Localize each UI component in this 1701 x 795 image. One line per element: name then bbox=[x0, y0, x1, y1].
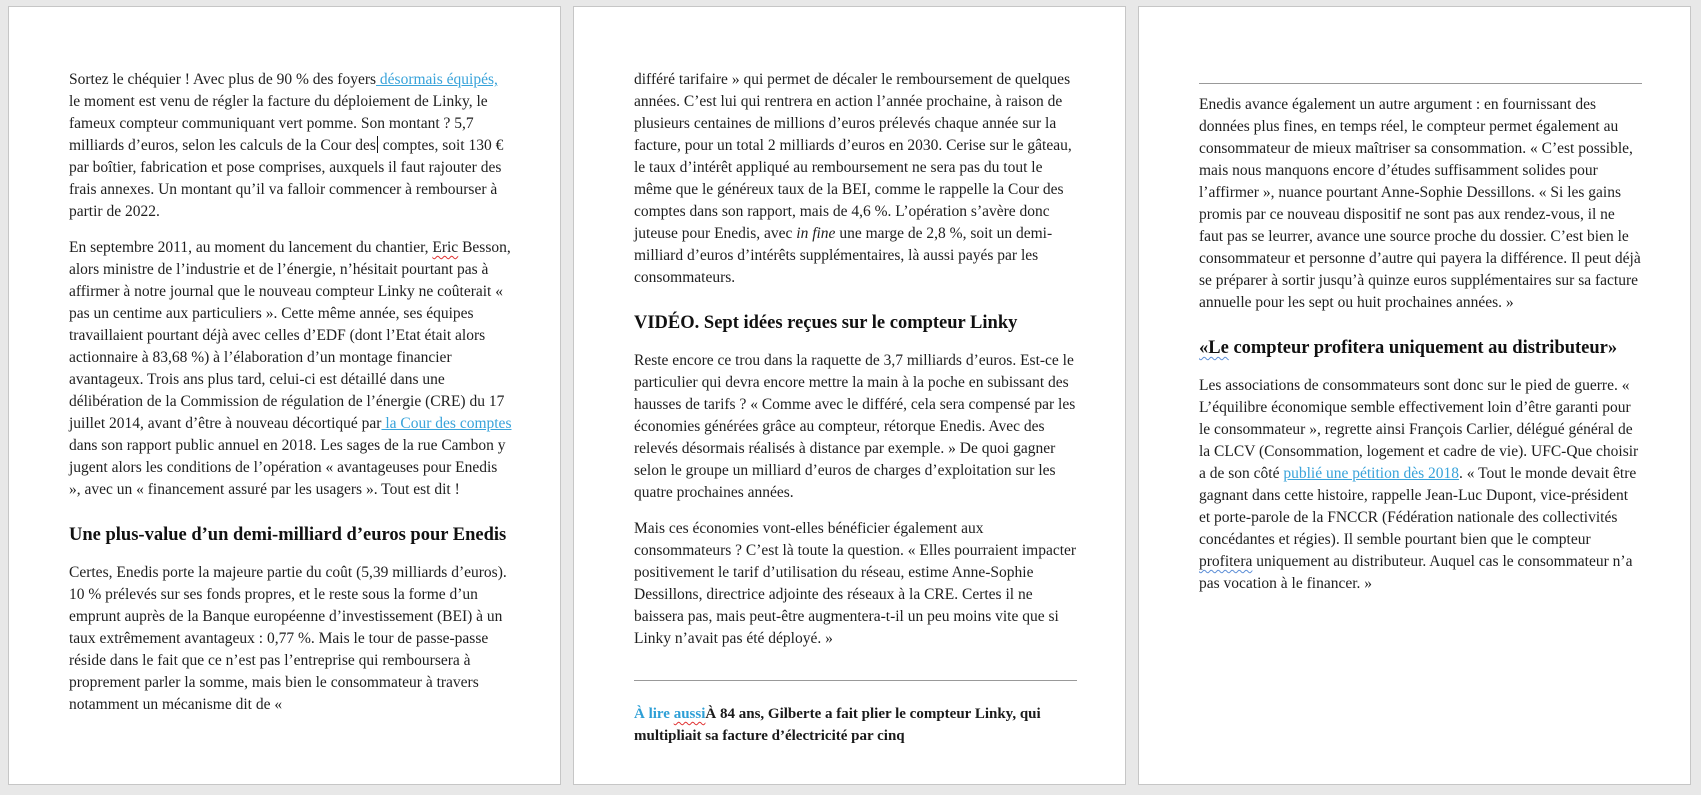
text-run: différé tarifaire » qui permet de décaler le remboursement de quelques années. C’est lui qui rentrera en action l’année prochaine, à raison de plusieurs centaines de millions d’euros prélevés chaque année sur la facture, pour un total 2 milliards d’euros en 2030. Cerise sur le gâteau, le taux d’intérêt appliqué au remboursement ne sera pas du tout le même que le généreux taux de la BEI, comme le rappelle la Cour des comptes dans son rapport, mais de 4,6 %. L’opération s’avère donc juteuse pour Enedis, avec bbox=[634, 71, 1072, 242]
desormais-equipes-link[interactable]: désormais équipés, bbox=[376, 71, 498, 88]
document-page-1[interactable] bbox=[8, 6, 561, 785]
paragraph[interactable] bbox=[69, 237, 512, 501]
paragraph[interactable] bbox=[1199, 94, 1642, 314]
grammar-flagged-word: «Le bbox=[1199, 338, 1229, 358]
paragraph[interactable] bbox=[634, 518, 1077, 650]
italic-latin-phrase: in fine bbox=[796, 225, 836, 242]
paragraph[interactable] bbox=[634, 69, 1077, 289]
section-heading-plus-value[interactable] bbox=[69, 523, 512, 548]
text-run: Mais ces économies vont-elles bénéficier également aux consommateurs ? C’est là toute la question. « Elles pourraient impacter positivement le tarif d’utilisation du réseau, estime Anne-Sophie Dessillons, directrice adjointe des réseaux à la CRE. Certes il ne baissera pas, mais peut-être augmentera-t-il un peu moins vite que si Linky n’avait pas été déployé. » bbox=[634, 520, 1077, 647]
text-run: Une plus-value d’un demi-milliard d’euros pour Enedis bbox=[69, 525, 507, 545]
paragraph[interactable] bbox=[69, 562, 512, 716]
text-run: Enedis avance également un autre argument : en fournissant des données plus fines, en temps réel, le compteur permet également au consommateur de mieux maîtriser sa consommation. « C’est possible, mais nous manquons encore d’études suffisamment solides pour l’affirmer », nuance pourtant Anne-Sophie Dessillons. « Si les gains promis par ce nouveau dispositif ne sont pas aux rendez-vous, il ne faut pas se leurrer, avance une source proche du dossier. C’est bien le consommateur et personne d’autre qui payera la différence. Il peut déjà se préparer à sortir jusqu’à quinze euros supplémentaires sur sa facture annuelle pour les sept ou huit prochaines années. » bbox=[1199, 96, 1641, 311]
readalso-label-link[interactable]: aussi bbox=[673, 706, 706, 722]
readalso-top-rule bbox=[634, 680, 1077, 681]
text-run: VIDÉO. Sept idées reçues sur le compteur Linky bbox=[634, 313, 1018, 333]
text-run: Les associations de consommateurs sont donc sur le pied de guerre. « L’équilibre économique semble effectivement loin d’être garanti pour le consommateur », regrette ainsi François Carlier, délégué général de la CLCV (Consommation, logement et cadre de vie). UFC-Que choisir a de son côté bbox=[1199, 377, 1639, 482]
document-page-2[interactable] bbox=[573, 6, 1126, 785]
section-heading-distributeur[interactable] bbox=[1199, 336, 1642, 361]
text-caret bbox=[377, 136, 378, 153]
text-run: . « Tout le monde devait être gagnant dans cette histoire, rappelle Jean-Luc Dupont, vice-président et porte-parole de la FNCCR (Fédération nationale des collectivités concédantes et régies). Il semble pourtant bien que le compteur bbox=[1199, 465, 1637, 548]
text-run: Sortez le chéquier ! Avec plus de 90 % des foyers bbox=[69, 71, 377, 88]
cour-des-comptes-link[interactable]: la Cour des comptes bbox=[381, 415, 512, 432]
grammar-flagged-word: profitera bbox=[1199, 553, 1253, 570]
document-page-3[interactable] bbox=[1138, 6, 1691, 785]
text-run: une marge de 2,8 %, soit un demi-milliard d’euros d’intérêts supplémentaires, là aussi payés par les consommateurs. bbox=[634, 225, 1053, 286]
paragraph[interactable] bbox=[1199, 375, 1642, 595]
readalso-title: À 84 ans, Gilberte a fait plier le compteur Linky, qui multipliait sa facture d’électricité par cinq bbox=[634, 706, 1041, 744]
text-run: dans son rapport public annuel en 2018. Les sages de la rue Cambon y jugent alors les conditions de l’opération « avantageuses pour Enedis », avec un « financement assuré par les usagers ». Tout est dit ! bbox=[69, 437, 506, 498]
paragraph[interactable] bbox=[634, 350, 1077, 504]
readalso-bottom-rule bbox=[1199, 83, 1642, 84]
petition-link[interactable]: publié une pétition dès 2018 bbox=[1283, 465, 1459, 482]
text-run: Besson, alors ministre de l’industrie et de l’énergie, n’hésitait pourtant pas à affirmer à notre journal que le nouveau compteur Linky ne coûterait « pas un centime aux particuliers ». Cette même année, ses équipes travaillaient pourtant déjà avec celles d’EDF (dont l’Etat était alors actionnaire à 83,68 %) à l’élaboration d’un montage financier avantageux. Trois ans plus tard, celui-ci est détaillé dans une délibération de la Commission de régulation de l’énergie (CRE) du 17 juillet 2014, avant d’être à nouveau décortiqué par bbox=[69, 239, 511, 432]
readalso-label-link[interactable]: À lire bbox=[634, 706, 674, 722]
text-run: uniquement au distributeur. Auquel cas le consommateur n’a pas vocation à le financer. » bbox=[1199, 553, 1633, 592]
text-run: le moment est venu de régler la facture du déploiement de Linky, le fameux compteur communiquant vert pomme. Son montant ? 5,7 milliards d’euros, selon les calculs de la Cour des bbox=[69, 93, 488, 154]
text-run: compteur profitera uniquement au distributeur» bbox=[1228, 338, 1618, 358]
misspelled-word: Eric bbox=[432, 239, 459, 256]
text-run: Certes, Enedis porte la majeure partie du coût (5,39 milliards d’euros). 10 % prélevés sur ses fonds propres, et le reste sous la forme d’un emprunt auprès de la Banque européenne d’investissement (BEI) à un taux extrêmement avantageux : 0,77 %. Mais le tour de passe-passe réside dans le fait que ce n’est pas l’entreprise qui remboursera à proprement parler la somme, mais bien le consommateur à travers notamment un mécanisme dit de « bbox=[69, 564, 507, 713]
text-run: En septembre 2011, au moment du lancement du chantier, bbox=[69, 239, 433, 256]
text-run: comptes, soit 130 € par boîtier, fabrication et pose comprises, auxquels il faut rajouter des frais annexes. Un montant qu’il va falloir commencer à rembourser à partir de 2022. bbox=[69, 137, 504, 220]
readalso-block[interactable] bbox=[634, 703, 1077, 747]
text-run: Reste encore ce trou dans la raquette de 3,7 milliards d’euros. Est-ce le particulier qui devra encore mettre la main à la poche en subissant des hausses de tarifs ? « Comme avec le différé, cela sera compensé par les économies générées grâce au compteur, rétorque Enedis. Avec des relevés désormais réalisés à distance par exemple. » De quoi gagner selon le groupe un milliard d’euros de charges d’exploitation sur les quatre prochaines années. bbox=[634, 352, 1076, 501]
section-heading-video[interactable] bbox=[634, 311, 1077, 336]
lede-paragraph[interactable] bbox=[69, 69, 512, 223]
